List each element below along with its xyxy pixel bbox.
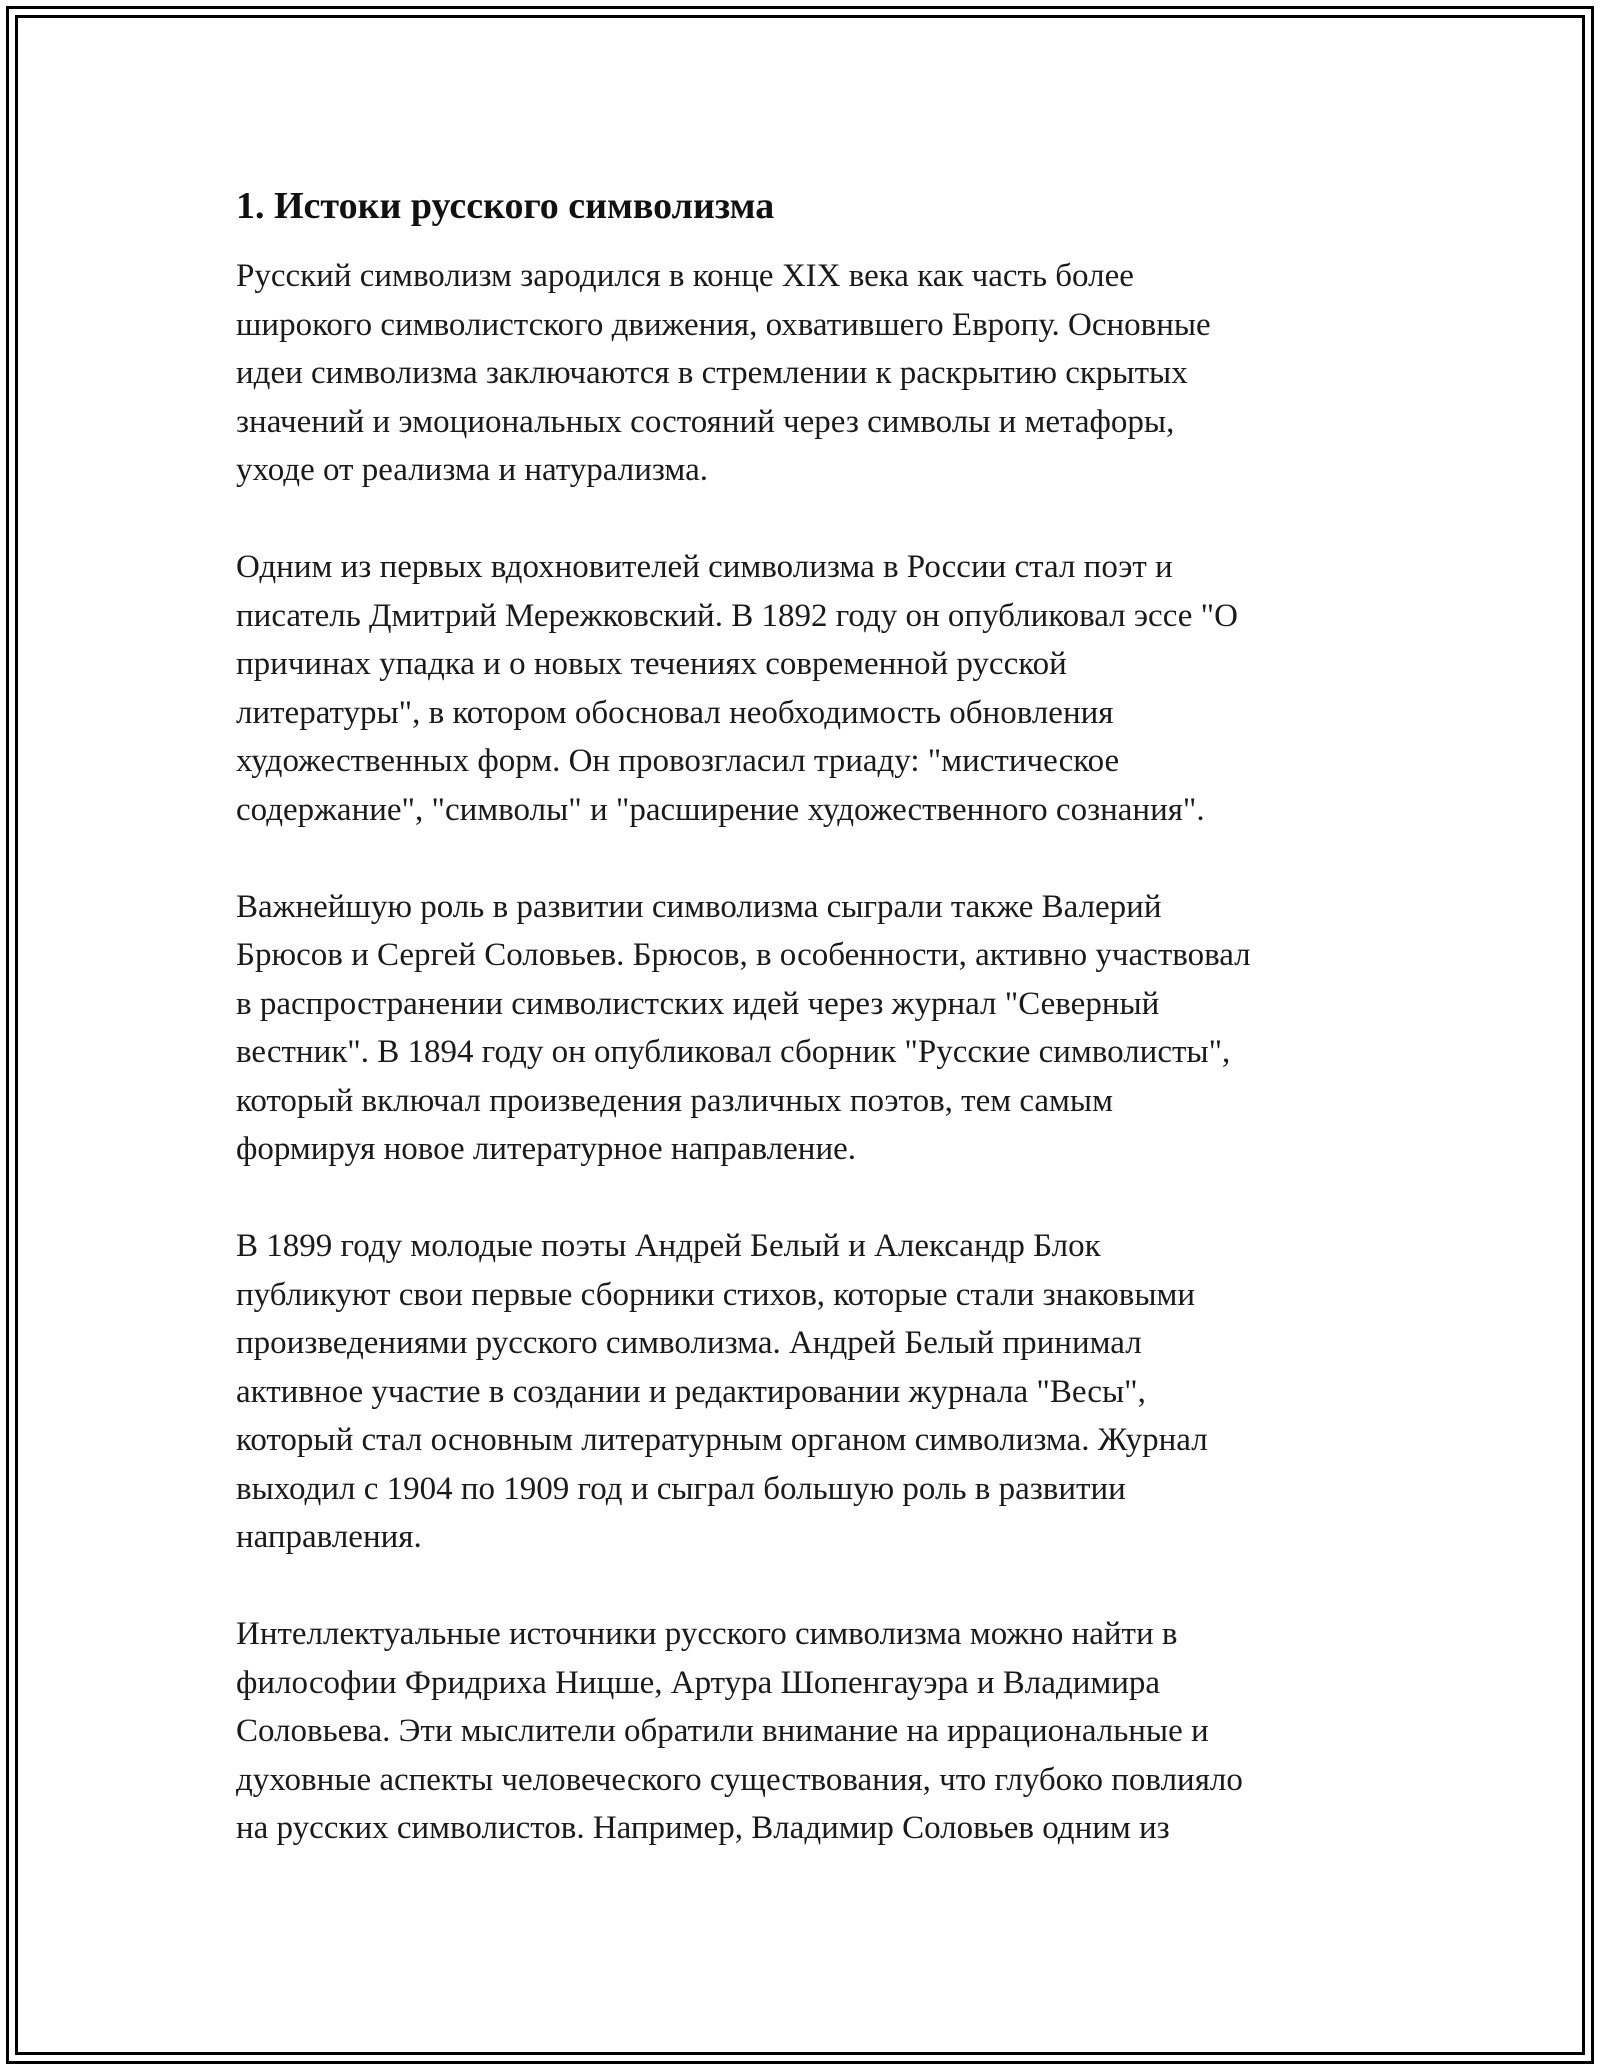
text-line: уходе от реализма и натурализма. bbox=[236, 452, 708, 488]
document-body bbox=[236, 182, 1371, 1901]
text-line: активное участие в создании и редактировании журнала "Весы", bbox=[236, 1373, 1146, 1410]
text-line: выходил с 1904 по 1909 год и сыграл большую роль в развитии bbox=[236, 1470, 1126, 1507]
text-line: который стал основным литературным органом символизма. Журнал bbox=[236, 1422, 1208, 1458]
text-line: Соловьева. Эти мыслители обратили внимание на иррациональные и bbox=[236, 1713, 1209, 1749]
text-line: публикуют свои первые сборники стихов, которые стали знаковыми bbox=[236, 1276, 1196, 1313]
text-line: Русский символизм зародился в конце XIX века как часть более bbox=[236, 258, 1134, 294]
text-line: значений и эмоциональных состояний через символы и метафоры, bbox=[236, 403, 1175, 440]
paragraph-1 bbox=[236, 252, 1371, 495]
text-line: духовные аспекты человеческого существования, что глубоко повлияло bbox=[236, 1761, 1243, 1798]
text-line: вестник". В 1894 году он опубликовал сборник "Русские символисты", bbox=[236, 1034, 1231, 1070]
text-line: произведениями русского символизма. Андрей Белый принимал bbox=[236, 1325, 1142, 1361]
text-line: направления. bbox=[236, 1519, 422, 1555]
paragraph-3 bbox=[236, 883, 1371, 1174]
text-line: Брюсов и Сергей Соловьев. Брюсов, в особенности, активно участвовал bbox=[236, 937, 1251, 973]
paragraph-2 bbox=[236, 543, 1371, 834]
paragraph-5 bbox=[236, 1610, 1371, 1853]
text-line: Интеллектуальные источники русского символизма можно найти в bbox=[236, 1616, 1178, 1652]
text-line: в распространении символистских идей через журнал "Северный bbox=[236, 985, 1160, 1022]
text-line: содержание", "символы" и "расширение художественного сознания". bbox=[236, 791, 1205, 828]
text-line: формируя новое литературное направление. bbox=[236, 1131, 857, 1167]
text-line: философии Фридриха Ницше, Артура Шопенгауэра и Владимира bbox=[236, 1664, 1161, 1701]
section-heading: 1. Истоки русского символизма bbox=[236, 185, 775, 227]
text-line: Одним из первых вдохновителей символизма в России стал поэт и bbox=[236, 549, 1173, 585]
text-line: идеи символизма заключаются в стремлении к раскрытию скрытых bbox=[236, 355, 1188, 391]
paragraph-4 bbox=[236, 1222, 1371, 1562]
text-line: Важнейшую роль в развитии символизма сыграли также Валерий bbox=[236, 888, 1162, 925]
text-line: причинах упадка и о новых течениях современной русской bbox=[236, 646, 1067, 682]
text-line: широкого символистского движения, охватившего Европу. Основные bbox=[236, 306, 1211, 343]
text-line: который включал произведения различных поэтов, тем самым bbox=[236, 1082, 1113, 1119]
text-line: на русских символистов. Например, Владимир Соловьев одним из bbox=[236, 1810, 1170, 1846]
text-line: писатель Дмитрий Мережковский. В 1892 году он опубликовал эссе "О bbox=[236, 597, 1238, 634]
text-line: литературы", в котором обосновал необходимость обновления bbox=[236, 694, 1114, 731]
text-line: В 1899 году молодые поэты Андрей Белый и Александр Блок bbox=[236, 1228, 1101, 1264]
text-line: художественных форм. Он провозгласил триаду: "мистическое bbox=[236, 743, 1120, 779]
